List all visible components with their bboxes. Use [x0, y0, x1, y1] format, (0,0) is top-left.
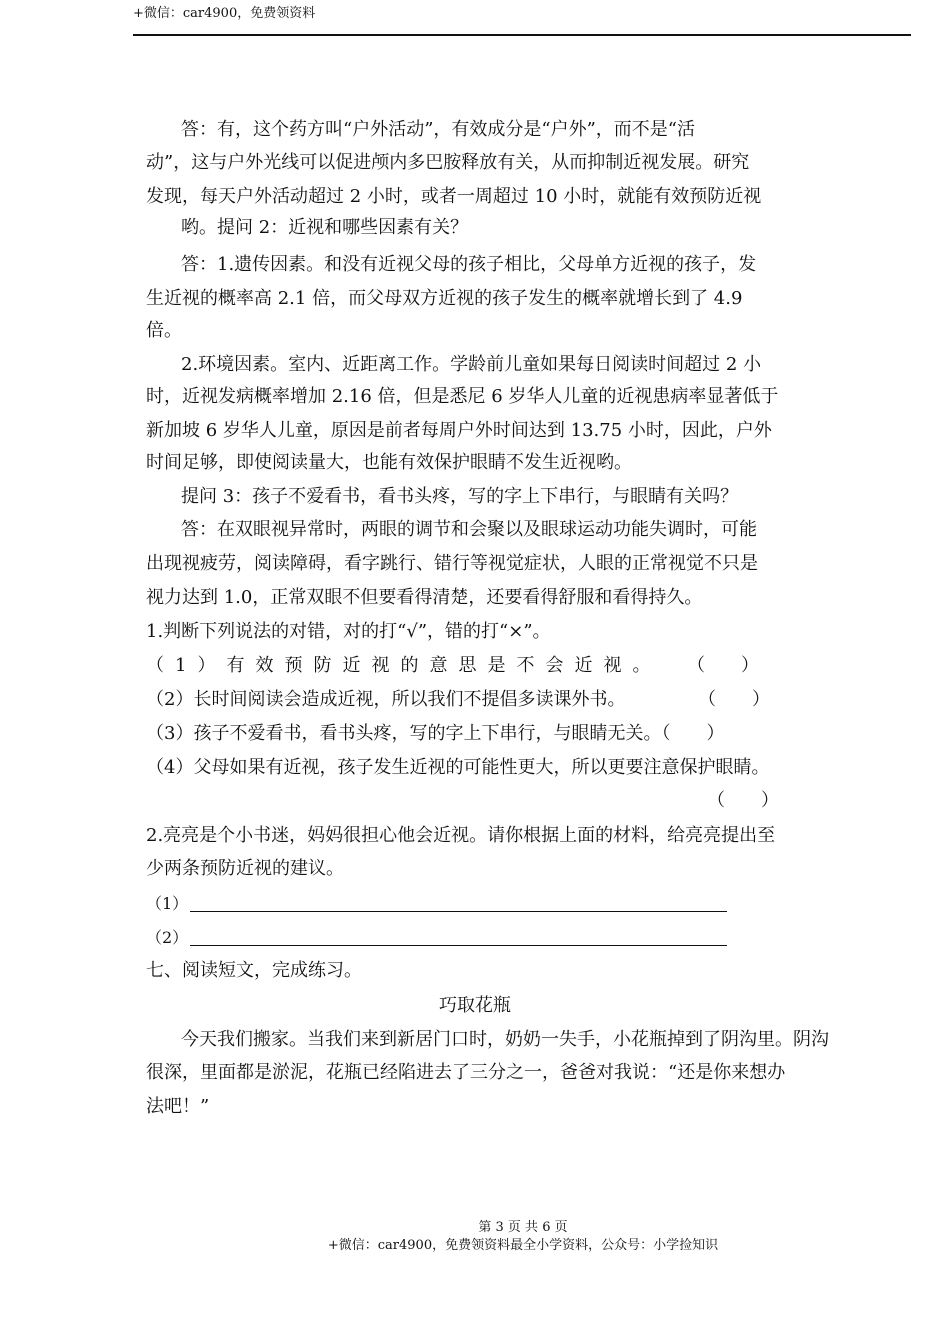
section-7-title: 七、阅读短文，完成练习。 — [146, 960, 362, 981]
exercise-1-item-2: （2）长时间阅读会造成近视，所以我们不提倡多读课外书。 — [146, 689, 626, 710]
exercise-2-title-line-1: 2.亮亮是个小书迷，妈妈很担心他会近视。请你根据上面的材料，给亮亮提出至 — [146, 825, 776, 846]
exercise-2-title-line-2: 少两条预防近视的建议。 — [146, 858, 344, 879]
answer-1-line-2: 动”，这与户外光线可以促进颅内多巴胺释放有关，从而抑制近视发展。研究 — [146, 152, 750, 173]
header-rule — [133, 34, 911, 36]
exercise-2-blank-1-label: （1） — [146, 894, 189, 913]
exercise-1-item-2-answer[interactable]: （ ） — [698, 689, 770, 710]
exercise-2-blank-2-label: （2） — [146, 928, 189, 947]
page-number: 第 3 页 共 6 页 — [478, 1220, 568, 1235]
question-2: 哟。提问 2：近视和哪些因素有关？ — [181, 217, 469, 238]
answer-1-line-3: 发现，每天户外活动超过 2 小时，或者一周超过 10 小时，就能有效预防近视 — [146, 186, 762, 207]
exercise-2-blank-2-line[interactable] — [190, 945, 727, 946]
factor-2-line-3: 新加坡 6 岁华人儿童，原因是前者每周户外时间达到 13.75 小时，因此，户外 — [146, 420, 772, 441]
exercise-2-blank-1-line[interactable] — [190, 911, 727, 912]
article-line-3: 法吧！” — [146, 1096, 210, 1117]
page-header: +微信：car4900，免费领资料 — [133, 6, 316, 21]
answer-1-line-1: 答：有，这个药方叫“户外活动”，有效成分是“户外”，而不是“活 — [181, 119, 696, 140]
exercise-1-item-1: （1）有效预防近视的意思是不会近视。 — [146, 655, 662, 676]
answer-3-line-2: 出现视疲劳，阅读障碍，看字跳行、错行等视觉症状，人眼的正常视觉不只是 — [146, 553, 758, 574]
answer-2-line-3: 倍。 — [146, 320, 182, 341]
article-title: 巧取花瓶 — [439, 995, 511, 1016]
answer-3-line-3: 视力达到 1.0，正常双眼不但要看得清楚，还要看得舒服和看得持久。 — [146, 587, 703, 608]
article-line-2: 很深，里面都是淤泥，花瓶已经陷进去了三分之一，爸爸对我说：“还是你来想办 — [146, 1062, 786, 1083]
footer-note: +微信：car4900，免费领资料最全小学资料，公众号：小学捡知识 — [327, 1238, 719, 1253]
answer-2-line-2: 生近视的概率高 2.1 倍，而父母双方近视的孩子发生的概率就增长到了 4.9 — [146, 288, 743, 309]
answer-3-line-1: 答：在双眼视异常时，两眼的调节和会聚以及眼球运动功能失调时，可能 — [181, 519, 757, 540]
answer-2-line-1: 答：1.遗传因素。和没有近视父母的孩子相比，父母单方近视的孩子，发 — [181, 254, 757, 275]
question-3: 提问 3：孩子不爱看书，看书头疼，写的字上下串行，与眼睛有关吗？ — [181, 486, 739, 507]
exercise-1-item-1-answer[interactable]: （ ） — [687, 655, 759, 676]
exercise-1-item-3: （3）孩子不爱看书，看书头疼，写的字上下串行，与眼睛无关。（ ） — [146, 723, 725, 744]
exercise-1-item-4: （4）父母如果有近视，孩子发生近视的可能性更大，所以更要注意保护眼睛。 — [146, 757, 770, 778]
factor-2-line-1: 2.环境因素。室内、近距离工作。学龄前儿童如果每日阅读时间超过 2 小 — [181, 354, 762, 375]
factor-2-line-4: 时间足够，即使阅读量大，也能有效保护眼睛不发生近视哟。 — [146, 452, 632, 473]
exercise-1-item-4-answer[interactable]: （ ） — [707, 790, 779, 811]
article-line-1: 今天我们搬家。当我们来到新居门口时，奶奶一失手，小花瓶掉到了阴沟里。阴沟 — [181, 1029, 829, 1050]
factor-2-line-2: 时，近视发病概率增加 2.16 倍，但是悉尼 6 岁华人儿童的近视患病率显著低于 — [146, 386, 779, 407]
exercise-1-title: 1.判断下列说法的对错，对的打“√”，错的打“×”。 — [146, 621, 551, 642]
